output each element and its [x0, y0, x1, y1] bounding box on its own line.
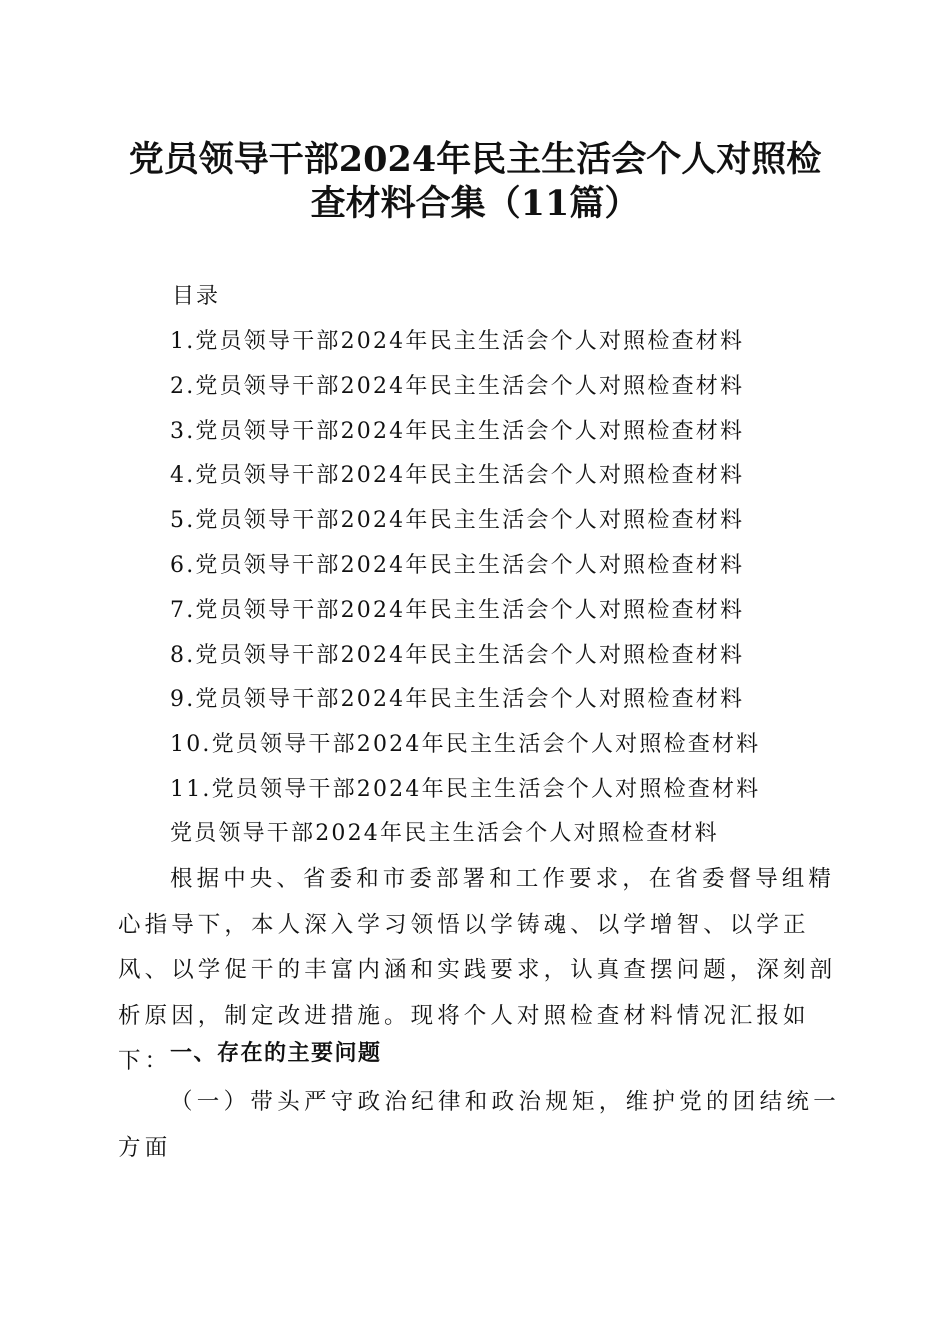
toc-item: 7.党员领导干部2024年民主生活会个人对照检查材料 — [170, 597, 745, 623]
section-heading: 一、存在的主要问题 — [170, 1041, 382, 1066]
document-title-line-1: 党员领导干部2024年民主生活会个人对照检 — [128, 139, 822, 180]
subsection-heading: （一）带头严守政治纪律和政治规矩，维护党的团结统一方面 — [118, 1089, 841, 1161]
toc-item: 9.党员领导干部2024年民主生活会个人对照检查材料 — [170, 687, 745, 713]
toc-item: 10.党员领导干部2024年民主生活会个人对照检查材料 — [170, 732, 761, 758]
toc-item: 8.党员领导干部2024年民主生活会个人对照检查材料 — [170, 642, 745, 668]
toc-item: 1.党员领导干部2024年民主生活会个人对照检查材料 — [170, 329, 745, 354]
toc-item: 2.党员领导干部2024年民主生活会个人对照检查材料 — [170, 373, 745, 399]
document-title-line-2: 查材料合集（11篇） — [310, 183, 640, 224]
article-title: 党员领导干部2024年民主生活会个人对照检查材料 — [170, 821, 719, 846]
intro-paragraph: 根据中央、省委和市委部署和工作要求，在省委督导组精心指导下，本人深入学习领悟以学铸魂、以学增智、以学正风、以学促干的丰富内涵和实践要求，认真查摆问题，深刻剖析原因，制定改进措施。现将个人对照检查材料情况汇报如下： — [118, 866, 837, 1074]
toc-item: 11.党员领导干部2024年民主生活会个人对照检查材料 — [170, 776, 761, 802]
toc-list — [170, 325, 760, 818]
toc-heading: 目录 — [172, 284, 221, 309]
toc-item: 6.党员领导干部2024年民主生活会个人对照检查材料 — [170, 552, 745, 578]
toc-item: 3.党员领导干部2024年民主生活会个人对照检查材料 — [170, 418, 745, 444]
toc-item: 5.党员领导干部2024年民主生活会个人对照检查材料 — [170, 508, 745, 534]
toc-item: 4.党员领导干部2024年民主生活会个人对照检查材料 — [170, 463, 745, 489]
